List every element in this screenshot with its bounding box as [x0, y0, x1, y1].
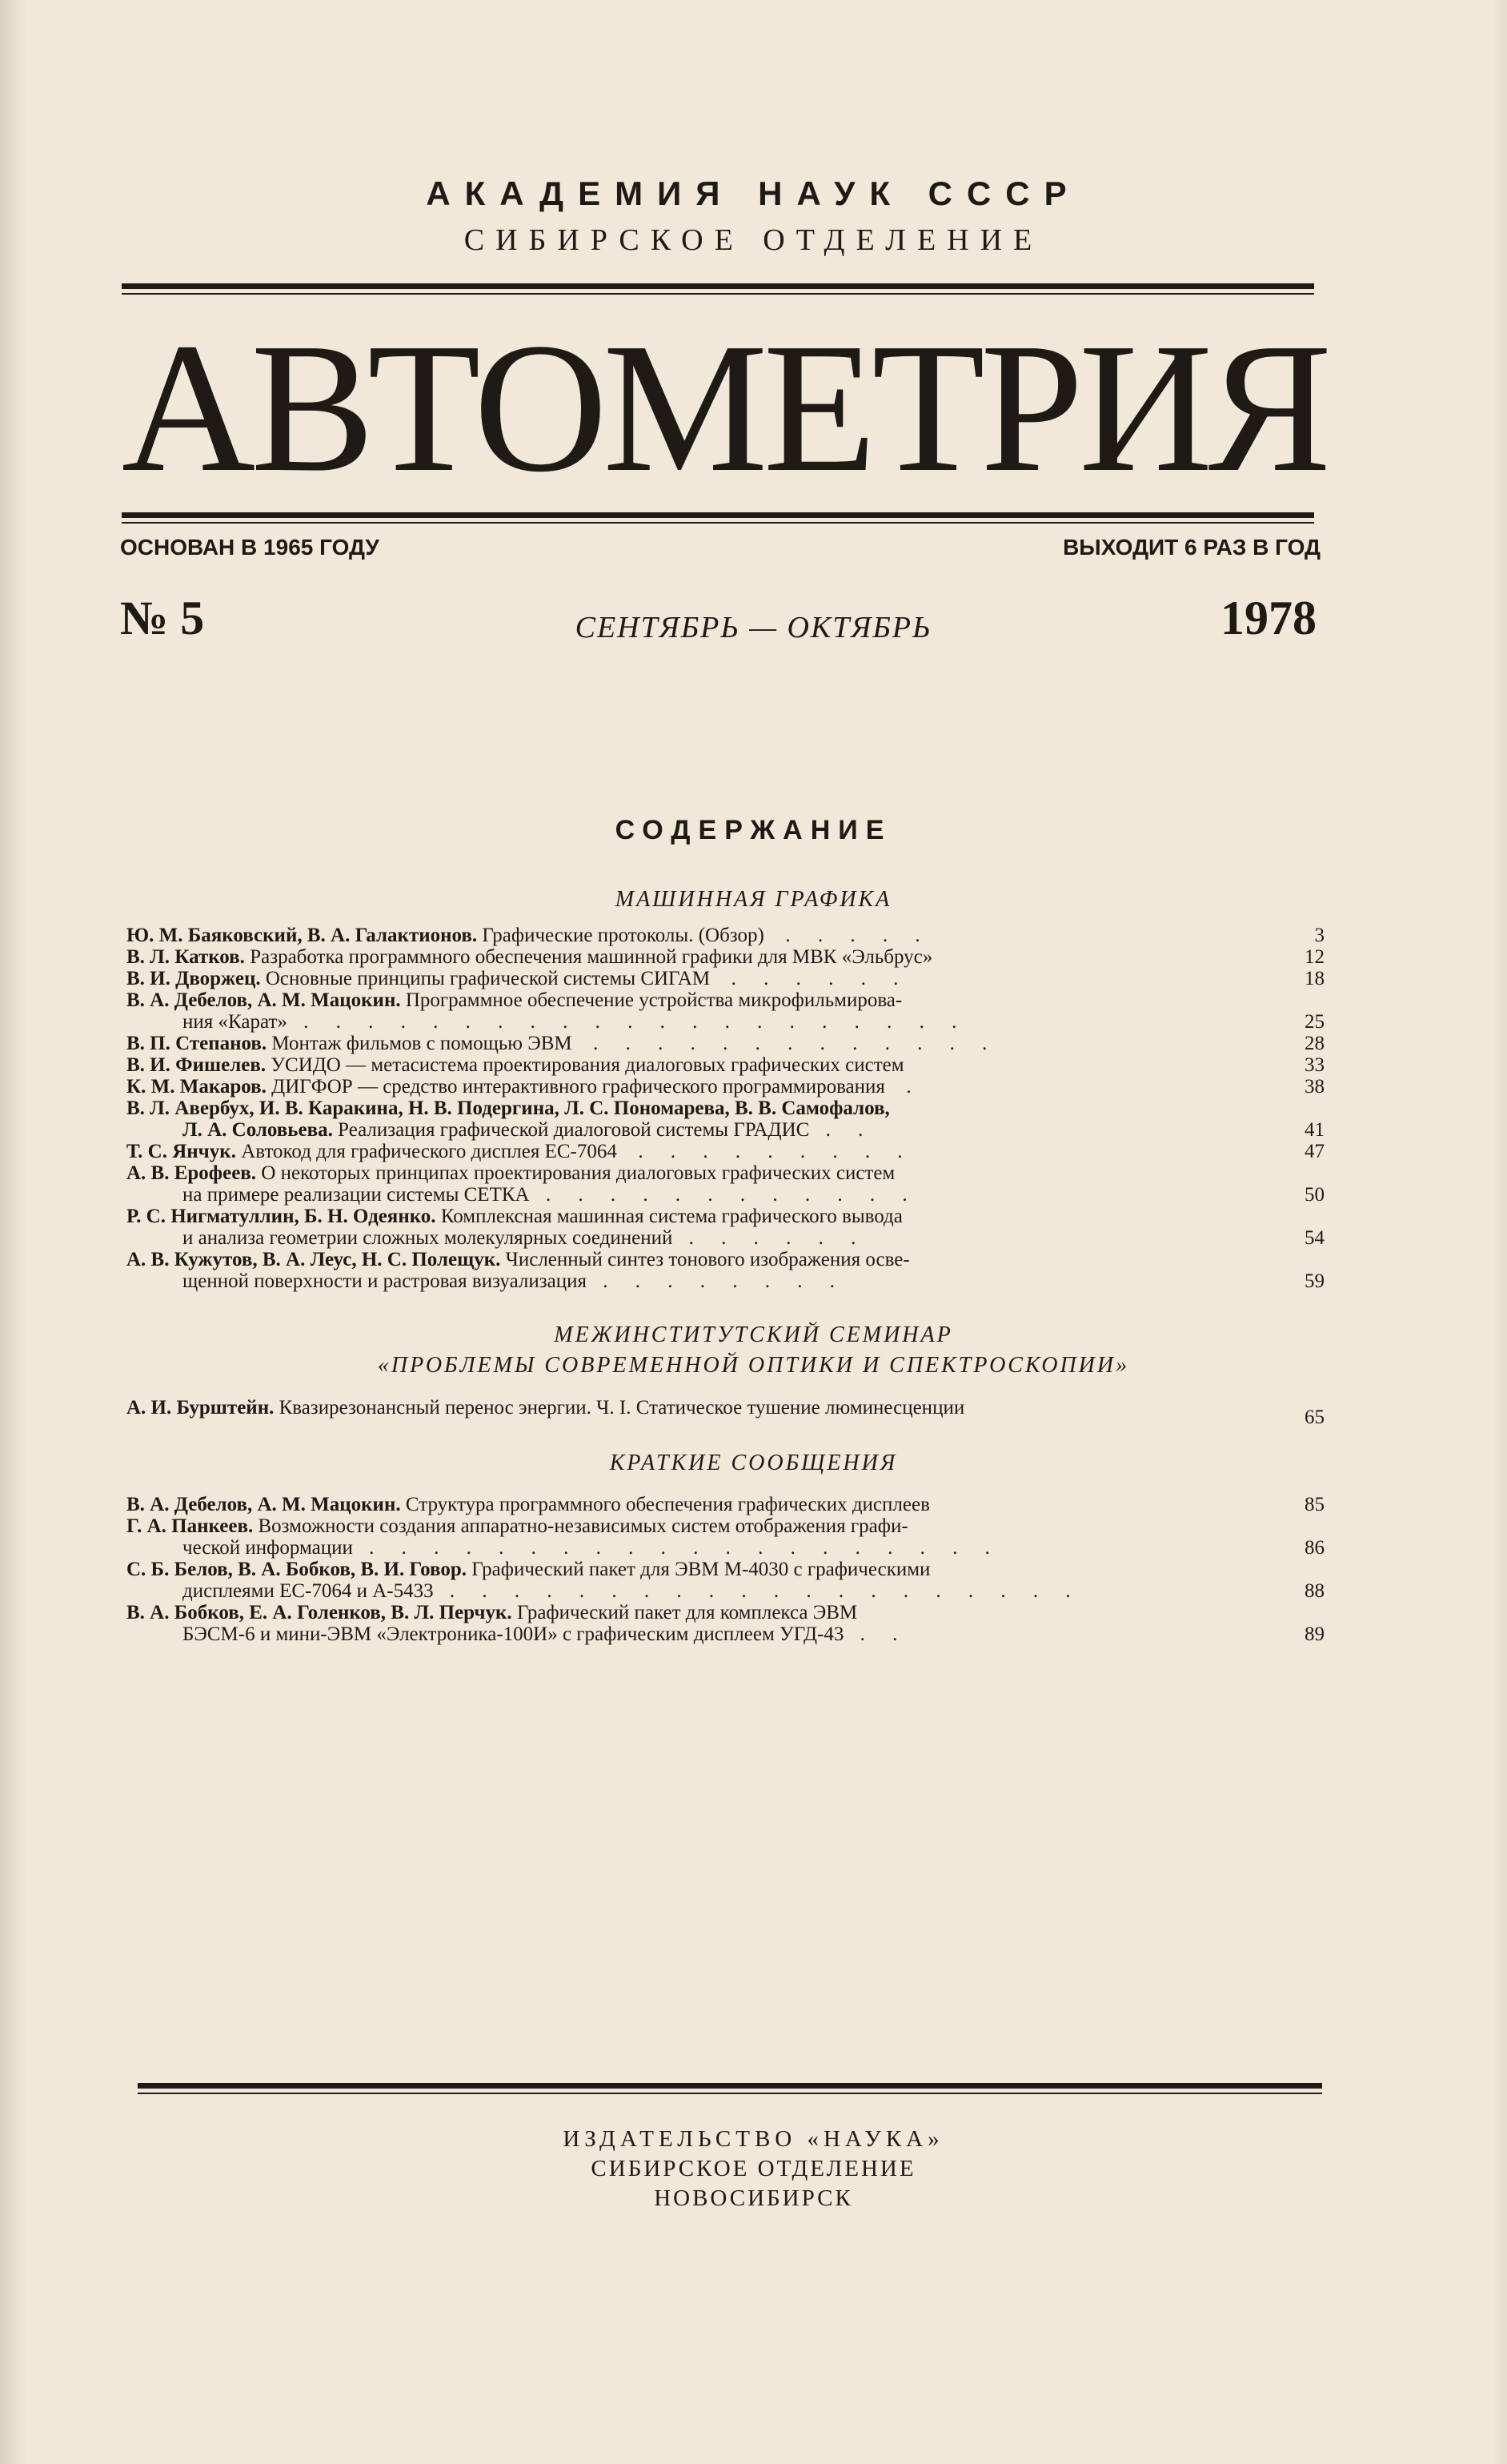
entry-authors: С. Б. Белов, В. А. Бобков, В. И. Говор.	[126, 1559, 467, 1580]
toc-entry	[126, 1249, 1231, 1292]
entry-title: Графический пакет для комплекса ЭВМ	[516, 1602, 858, 1623]
section-heading: МАШИННАЯ ГРАФИКА	[615, 887, 892, 912]
entry-title: Автокод для графического дисплея ЕС-7064	[241, 1141, 617, 1162]
entry-page: 33	[1305, 1054, 1325, 1076]
page-right-edge	[1493, 0, 1507, 2464]
entry-title: Программное обеспечение устройства микрофильмирова-	[405, 989, 903, 1011]
entry-title: Монтаж фильмов с помощью ЭВМ	[271, 1033, 572, 1054]
entry-title-cont: щенной поверхности и растровая визуализация	[182, 1270, 587, 1292]
leader-dots: .	[890, 1076, 923, 1098]
entry-title: Возможности создания аппаратно-независимых систем отображения графи-	[258, 1515, 908, 1537]
entry-authors: В. И. Фишелев.	[126, 1054, 267, 1076]
entry-authors: В. Л. Авербух, И. В. Каракина, Н. В. Подергина, Л. С. Пономарева, В. В. Самофалов,	[126, 1098, 890, 1119]
section-heading: КРАТКИЕ СООБЩЕНИЯ	[609, 1451, 898, 1475]
entry-page: 65	[1305, 1407, 1325, 1428]
entry-title-cont: БЭСМ-6 и мини-ЭВМ «Электроника-100И» с графическим дисплеем УГД-43	[182, 1623, 844, 1645]
journal-title: АВТОМЕТРИЯ	[121, 305, 1328, 511]
leader-dots: . . . . . . . . . . . . . . . . . . . .	[352, 1537, 1001, 1559]
toc-entry	[126, 1098, 1231, 1141]
leader-dots: . . . . . . . . . . . . . . . . . . . .	[433, 1580, 1082, 1602]
toc-entry	[126, 1515, 1231, 1559]
issue-months: СЕНТЯБРЬ — ОКТЯБРЬ	[575, 611, 932, 644]
toc-title: СОДЕРЖАНИЕ	[615, 815, 892, 845]
entry-authors: А. В. Ерофеев.	[126, 1162, 257, 1184]
entry-authors: А. И. Бурштейн.	[126, 1397, 275, 1419]
toc-entry	[126, 1602, 1231, 1645]
toc-entry	[126, 1054, 1231, 1076]
entry-page: 85	[1305, 1494, 1325, 1515]
entry-title: Графические протоколы. (Обзор)	[482, 925, 764, 946]
entry-authors: В. А. Дебелов, А. М. Мацокин.	[126, 989, 401, 1011]
section-heading: МЕЖИНСТИТУТСКИЙ СЕМИНАР	[554, 1322, 953, 1347]
entry-title: О некоторых принципах проектирования диалоговых графических систем	[261, 1162, 896, 1184]
page-left-edge	[0, 0, 27, 2464]
entry-title-cont: и анализа геометрии сложных молекулярных соединений	[182, 1227, 673, 1249]
bottom-rule-thin	[138, 2093, 1322, 2094]
entry-title: Графический пакет для ЭВМ М-4030 с графическими	[471, 1559, 931, 1580]
toc-entry	[126, 989, 1231, 1033]
toc-entry	[126, 1162, 1231, 1206]
entry-title: Основные принципы графической системы СИГАМ	[265, 968, 711, 989]
entry-authors: В. И. Дворжец.	[126, 968, 261, 989]
entry-title-cont: на примере реализации системы СЕТКА	[182, 1184, 530, 1206]
leader-dots: . .	[844, 1623, 909, 1645]
toc-entry	[126, 946, 1231, 968]
entry-title: Структура программного обеспечения графических дисплеев	[405, 1494, 930, 1515]
toc-entry	[126, 968, 1231, 989]
entry-page: 47	[1305, 1141, 1325, 1162]
leader-dots: . . . . . . . .	[587, 1270, 846, 1292]
entry-authors: В. А. Дебелов, А. М. Мацокин.	[126, 1494, 401, 1515]
founded-text: ОСНОВАН В 1965 ГОДУ	[120, 535, 379, 560]
publisher-name: ИЗДАТЕЛЬСТВО «НАУКА»	[563, 2126, 944, 2152]
top-rule-thick	[122, 283, 1314, 289]
section-heading-line2: «ПРОБЛЕМЫ СОВРЕМЕННОЙ ОПТИКИ И СПЕКТРОСКОПИИ»	[377, 1353, 1130, 1378]
branch-name: СИБИРСКОЕ ОТДЕЛЕНИЕ	[463, 223, 1044, 257]
entry-page: 41	[1305, 1119, 1325, 1141]
entry-authors: Р. С. Нигматуллин, Б. Н. Одеянко.	[126, 1206, 436, 1227]
entry-authors-cont: Л. А. Соловьева.	[182, 1119, 333, 1141]
entry-authors: Ю. М. Баяковский, В. А. Галактионов.	[126, 925, 478, 946]
entry-page: 54	[1305, 1227, 1325, 1249]
toc-entry	[126, 1141, 1231, 1162]
leader-dots: . . . . . . . . . . . .	[529, 1184, 919, 1206]
entry-authors: А. В. Кужутов, В. А. Леус, Н. С. Полещук.	[126, 1249, 501, 1270]
top-rule-thin	[122, 293, 1314, 295]
toc-entry	[126, 1397, 1231, 1419]
entry-authors: В. Л. Катков.	[126, 946, 245, 968]
entry-title-cont: ческой информации	[182, 1537, 353, 1559]
entry-page: 86	[1305, 1537, 1325, 1559]
entry-title: ДИГФОР — средство интерактивного графического программирования	[271, 1076, 885, 1098]
entry-title: Комплексная машинная система графического вывода	[440, 1206, 903, 1227]
toc-entry	[126, 1033, 1231, 1054]
entry-page: 88	[1305, 1580, 1325, 1602]
entry-page: 18	[1305, 968, 1325, 989]
toc-entry	[126, 1206, 1231, 1249]
entry-authors: В. П. Степанов.	[126, 1033, 267, 1054]
entry-authors: К. М. Макаров.	[126, 1076, 267, 1098]
issue-year: 1978	[1220, 592, 1317, 644]
entry-page: 28	[1305, 1033, 1325, 1054]
entry-title: Разработка программного обеспечения машинной графики для МВК «Эльбрус»	[250, 946, 933, 968]
toc-entry	[126, 1494, 1231, 1515]
toc-entry	[126, 1076, 1231, 1098]
academy-name: АКАДЕМИЯ НАУК СССР	[426, 175, 1081, 212]
leader-dots: . . . . . .	[715, 968, 910, 989]
bottom-rule-thick	[138, 2083, 1322, 2089]
publisher-city: НОВОСИБИРСК	[654, 2185, 853, 2211]
toc-entry	[126, 1559, 1231, 1602]
entry-title: УСИДО — метасистема проектирования диалоговых графических систем	[271, 1054, 904, 1076]
mid-rule-thick	[122, 512, 1314, 518]
entry-page: 12	[1305, 946, 1325, 968]
mid-rule-thin	[122, 522, 1314, 524]
issue-number: № 5	[120, 592, 205, 644]
leader-dots: . . . . . . . . .	[622, 1141, 914, 1162]
leader-dots: . . . . . . . . . . . . .	[576, 1033, 999, 1054]
leader-dots: . . . . . .	[672, 1227, 868, 1249]
frequency-text: ВЫХОДИТ 6 РАЗ В ГОД	[1063, 535, 1321, 560]
publisher-branch: СИБИРСКОЕ ОТДЕЛЕНИЕ	[591, 2156, 916, 2181]
entry-title: Численный синтез тонового изображения осве-	[505, 1249, 910, 1270]
entry-page: 89	[1305, 1623, 1325, 1645]
leader-dots: . . . . . . . . . . . . . . . . . . . . .	[287, 1011, 968, 1033]
leader-dots: . .	[809, 1119, 875, 1141]
entry-title-cont: ния «Карат»	[182, 1011, 287, 1033]
entry-page: 25	[1305, 1011, 1325, 1033]
toc-entry	[126, 925, 1231, 946]
entry-page: 38	[1305, 1076, 1325, 1098]
entry-page: 59	[1305, 1270, 1325, 1292]
entry-page: 50	[1305, 1184, 1325, 1206]
entry-authors: Т. С. Янчук.	[126, 1141, 236, 1162]
entry-title-cont: дисплеями ЕС-7064 и А-5433	[182, 1580, 434, 1602]
entry-page: 3	[1314, 925, 1325, 946]
entry-authors: Г. А. Панкеев.	[126, 1515, 254, 1537]
entry-title: Квазирезонансный перенос энергии. Ч. I. Статическое тушение люминесценции	[279, 1397, 965, 1419]
leader-dots: . . . . .	[769, 925, 932, 946]
entry-title-cont: Реализация графической диалоговой системы ГРАДИС	[338, 1119, 810, 1141]
entry-authors: В. А. Бобков, Е. А. Голенков, В. Л. Перчук.	[126, 1602, 512, 1623]
